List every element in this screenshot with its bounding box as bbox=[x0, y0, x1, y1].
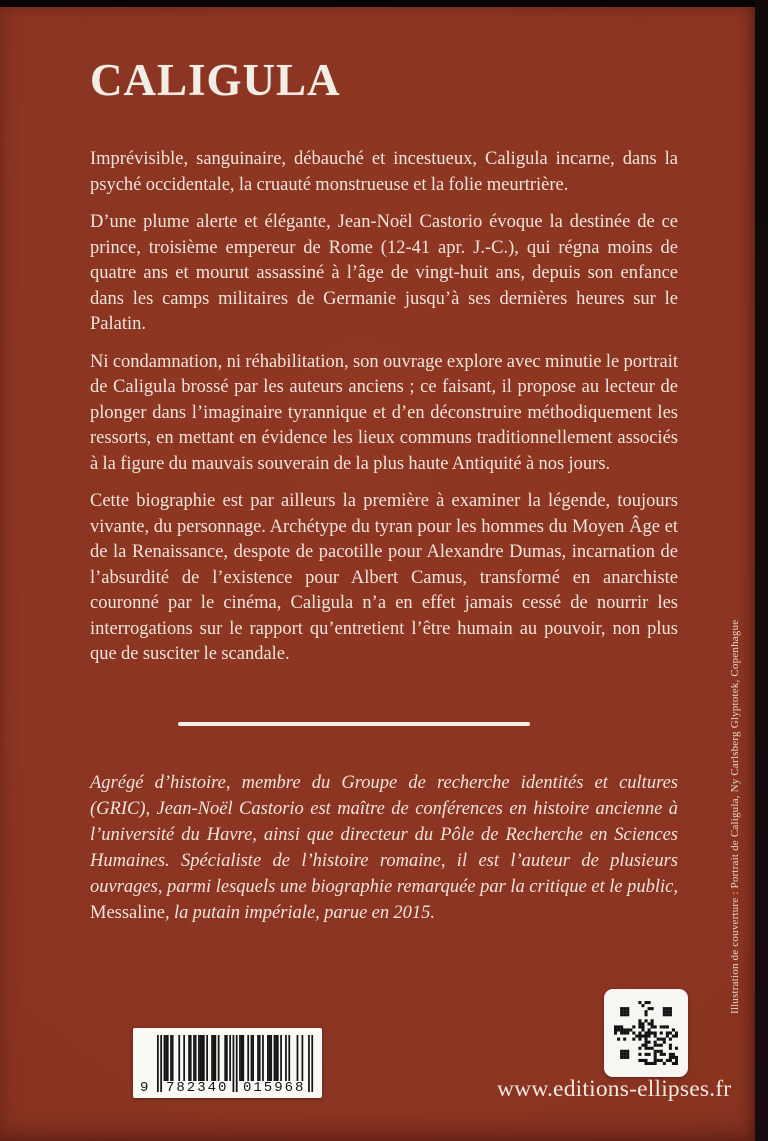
isbn-digit-group: 015968 bbox=[243, 1080, 306, 1096]
blurb-paragraph: D’une plume alerte et élégante, Jean-Noël Castorio évoque la destinée de ce prince, troisième empereur de Rome (12-41 apr. J.-C.), qui régna moins de quatre ans et mourut assassiné à l’âge de vingt-huit ans, depuis son enfance dans les camps militaires de Germanie jusqu’à ses dernières heures sur le Palatin. bbox=[90, 212, 678, 334]
book-back-cover bbox=[0, 7, 756, 1141]
divider-rule bbox=[178, 722, 530, 726]
blurb-paragraph: Cette biographie est par ailleurs la première à examiner la légende, toujours vivante, du personnage. Archétype du tyran pour les hommes du Moyen Âge et de la Renaissance, despote de pacotille pour Alexandre Dumas, incarnation de l’absurdité de l’existence pour Albert Camus, transformé en anarchiste couronné par le cinéma, Caligula n’a en effet jamais cessé de nourrir les interrogations sur le rapport qu’entretient l’être humain au pouvoir, non plus que de susciter le scandale. bbox=[90, 491, 678, 664]
photo-edge-top bbox=[0, 0, 768, 7]
isbn-digit-group: 782340 bbox=[166, 1080, 229, 1096]
photo-edge-right bbox=[755, 0, 768, 1141]
qr-modules bbox=[614, 1001, 678, 1065]
blurb-paragraph: Imprévisible, sanguinaire, débauché et incestueux, Caligula incarne, dans la psyché occidentale, la cruauté monstrueuse et la folie meurtrière. bbox=[90, 149, 678, 195]
isbn-digits bbox=[133, 1080, 322, 1096]
blurb-paragraph: Ni condamnation, ni réhabilitation, son ouvrage explore avec minutie le portrait de Caligula brossé par les auteurs anciens ; ce faisant, il propose au lecteur de plonger dans l’imaginaire tyrannique et d’en déconstruire méthodiquement les ressorts, en mettant en évidence les lieux communs traditionnellement associés à la figure du mauvais souverain de la plus haute Antiquité à nos jours. bbox=[90, 351, 678, 474]
author-bio bbox=[90, 770, 678, 926]
bio-text: la putain impériale, parue en 2015. bbox=[169, 902, 436, 923]
publisher-website: www.editions-ellipses.fr bbox=[497, 1076, 732, 1102]
cover-text-block bbox=[90, 7, 678, 926]
isbn-barcode bbox=[133, 1028, 322, 1098]
cover-illustration-credit: Illustration de couverture : Portrait de Caligula, Ny Carlsberg Glyptotek, Copenhague bbox=[729, 619, 741, 1014]
bio-text: Agrégé d’histoire, membre du Groupe de recherche identités et cultures (GRIC), Jean-Noël Castorio est maître de conférences en histoire ancienne à l’université du Havre, ainsi que directeur du Pôle de Recherche en Sciences Humaines. Spécialiste de l’histoire romaine, il est l’auteur de plusieurs ouvrages, parmi lesquels une biographie remarquée par la critique et le public, bbox=[90, 772, 678, 897]
book-title: CALIGULA bbox=[90, 55, 341, 105]
qr-code bbox=[604, 989, 688, 1077]
bio-book-title: Messaline, bbox=[90, 902, 170, 923]
isbn-digit-group: 9 bbox=[140, 1080, 149, 1096]
